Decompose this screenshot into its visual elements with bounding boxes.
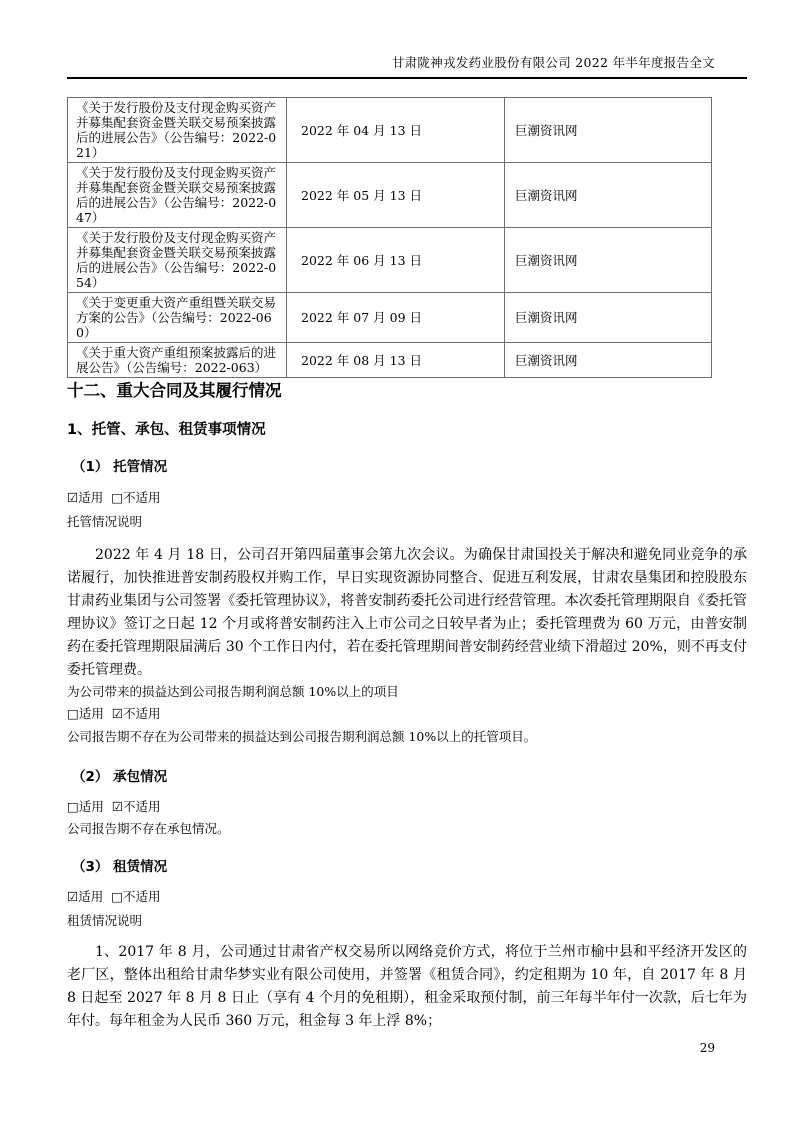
section-heading-major-contracts: 十二、重大合同及其履行情况 (67, 381, 282, 400)
table-row (68, 98, 712, 163)
announcements-table (67, 97, 712, 378)
not-applicable-label: 不适用 (123, 799, 161, 814)
heading-leasing: （3） 租赁情况 (72, 859, 168, 875)
table-row (68, 228, 712, 293)
not-applicable-label: 不适用 (123, 490, 161, 505)
announcement-title-cell: 《关于重大资产重组预案披露后的进展公告》（公告编号：2022-063） (68, 343, 287, 378)
custody-note-label: 托管情况说明 (67, 514, 143, 529)
announcement-title-cell: 《关于变更重大资产重组暨关联交易方案的公告》（公告编号：2022-060） (68, 293, 287, 343)
checkbox-empty-icon: □ (67, 706, 79, 721)
heading-contracting: （2） 承包情况 (72, 769, 168, 785)
announcement-site-cell: 巨潮资讯网 (505, 293, 712, 343)
checkbox-checked-icon: ☑ (111, 706, 124, 721)
announcement-title-cell: 《关于发行股份及支付现金购买资产并募集配套资金暨关联交易预案披露后的进展公告》（公告编号：2022-047） (68, 163, 287, 228)
checkbox-checked-icon: ☑ (67, 490, 79, 505)
announcement-date-cell: 2022 年 06 月 13 日 (287, 228, 505, 293)
checkbox-empty-icon: □ (111, 889, 124, 904)
checkbox-empty-icon: □ (111, 490, 124, 505)
announcement-site-cell: 巨潮资讯网 (505, 98, 712, 163)
custody-applicability-line (67, 490, 747, 506)
subsection-heading-custody-contracting-leasing: 1、托管、承包、租赁事项情况 (67, 422, 266, 438)
announcement-date-cell: 2022 年 07 月 09 日 (287, 293, 505, 343)
announcement-site-cell: 巨潮资讯网 (505, 163, 712, 228)
leasing-paragraph: 1、2017 年 8 月，公司通过甘肃省产权交易所以网络竞价方式，将位于兰州市榆中县和平经济开发区的老厂区，整体出租给甘肃华梦实业有限公司使用，并签署《租赁合同》，约定租期为 10 年，自 2017 年 8 月 8 日起至 2027 年 8 月 8 日止（享有 4 个月的免租期），租金采取预付制，前三年每半年付一次款，后七年为年付。每年租金为人民币 360 万元，租金每 3 年上浮 8%； (67, 944, 747, 1029)
contracting-applicability-line (67, 799, 747, 815)
page-header-title: 甘肃陇神戎发药业股份有限公司 2022 年半年度报告全文 (391, 55, 715, 70)
announcement-site-cell: 巨潮资讯网 (505, 228, 712, 293)
table-row (68, 163, 712, 228)
announcement-date-cell: 2022 年 04 月 13 日 (287, 98, 505, 163)
announcement-date-cell: 2022 年 08 月 13 日 (287, 343, 505, 378)
header-divider (67, 77, 747, 79)
applicable-label: 适用 (78, 799, 104, 814)
checkbox-checked-icon: ☑ (111, 799, 124, 814)
leasing-applicability-line (67, 889, 747, 905)
checkbox-empty-icon: □ (67, 799, 79, 814)
profit-item-label: 为公司带来的损益达到公司报告期利润总额 10%以上的项目 (67, 684, 399, 699)
announcement-date-cell: 2022 年 05 月 13 日 (287, 163, 505, 228)
leasing-note-label: 租赁情况说明 (67, 913, 143, 928)
table-row (68, 293, 712, 343)
applicable-label: 适用 (78, 706, 104, 721)
applicable-label: 适用 (78, 490, 104, 505)
not-applicable-label: 不适用 (123, 706, 161, 721)
not-applicable-label: 不适用 (123, 889, 161, 904)
profit-statement: 公司报告期不存在为公司带来的损益达到公司报告期利润总额 10%以上的托管项目。 (67, 729, 537, 744)
announcement-title-cell: 《关于发行股份及支付现金购买资产并募集配套资金暨关联交易预案披露后的进展公告》（公告编号：2022-021） (68, 98, 287, 163)
announcement-site-cell: 巨潮资讯网 (505, 343, 712, 378)
applicable-label: 适用 (78, 889, 104, 904)
profit-applicability-line (67, 706, 747, 722)
contracting-statement: 公司报告期不存在承包情况。 (67, 821, 230, 836)
heading-custody: （1） 托管情况 (72, 459, 168, 475)
custody-paragraph: 2022 年 4 月 18 日，公司召开第四届董事会第九次会议。为确保甘肃国投关于解决和避免同业竞争的承诺履行，加快推进普安制药股权并购工作，早日实现资源协同整合、促进互利发展，甘肃农垦集团和控股股东甘肃药业集团与公司签署《委托管理协议》，将普安制药委托公司进行经营管理。本次委托管理期限自《委托管理协议》签订之日起 12 个月或将普安制药注入上市公司之日较早者为止；委托管理费为 60 万元，由普安制药在委托管理期限届满后 30 个工作日内付，若在委托管理期间普安制药经营业绩下滑超过 20%，则不再支付委托管理费。 (67, 547, 747, 678)
table-row (68, 343, 712, 378)
checkbox-checked-icon: ☑ (67, 889, 79, 904)
page-number: 29 (699, 1041, 715, 1055)
announcement-title-cell: 《关于发行股份及支付现金购买资产并募集配套资金暨关联交易预案披露后的进展公告》（公告编号：2022-054） (68, 228, 287, 293)
